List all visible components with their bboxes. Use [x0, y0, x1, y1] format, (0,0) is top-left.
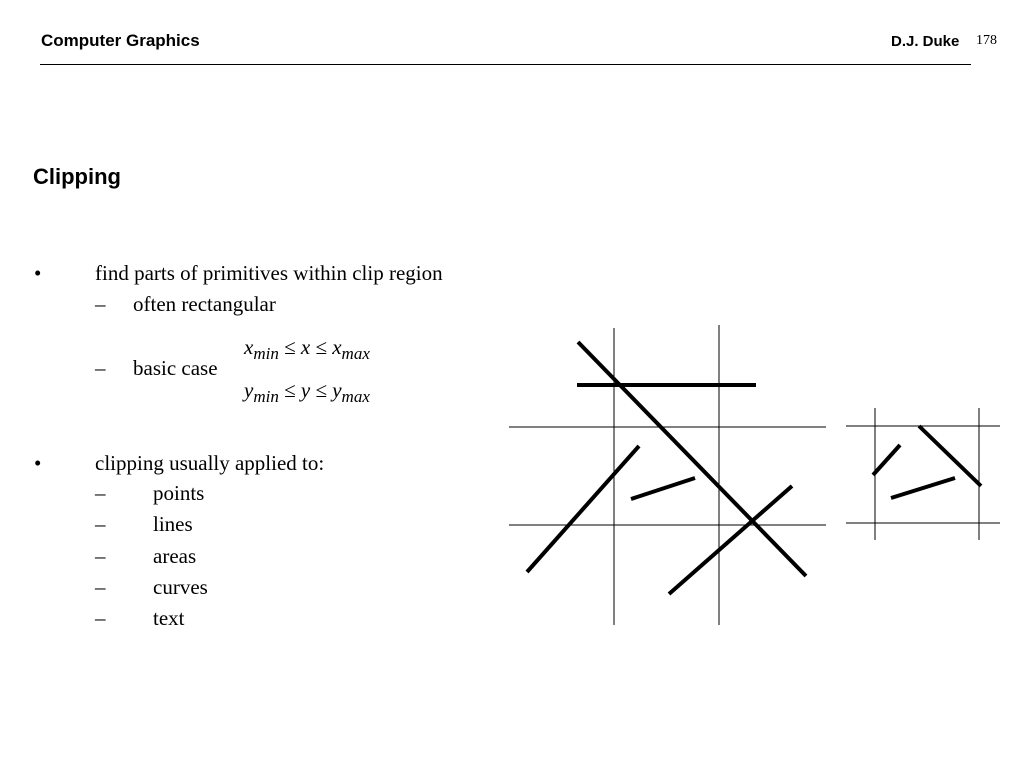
bullet-text-2: clipping usually applied to: — [95, 451, 325, 475]
after-clipping-figure — [846, 408, 1000, 540]
subitem-areas: areas — [153, 544, 197, 568]
segment-long-diagonal — [578, 342, 806, 576]
slide-title: Clipping — [33, 164, 121, 189]
page-number: 178 — [976, 33, 997, 48]
subitem-dash: – — [95, 292, 106, 316]
formula-y-range: $y_{min} \le y \le y_{max}$ — [244, 378, 370, 406]
clipped-inside — [891, 478, 955, 498]
subitem-dash: – — [95, 544, 106, 568]
subitem-dash: – — [95, 512, 106, 536]
clipped-diagonal — [919, 426, 981, 486]
subitem-dash: – — [95, 606, 106, 630]
header-author: D.J. Duke — [891, 33, 960, 50]
subitem-text: text — [153, 606, 185, 630]
bullet-marker-1: • — [34, 261, 42, 285]
clipped-partial-left — [873, 445, 900, 475]
bullet-marker-2: • — [34, 451, 42, 475]
segment-partial-left — [527, 446, 639, 572]
subitem-often-rectangular: often rectangular — [133, 292, 276, 316]
subitem-curves: curves — [153, 575, 208, 599]
formula-x-range: $x_{min} \le x \le x_{max}$ — [244, 335, 370, 363]
header-title: Computer Graphics — [41, 31, 200, 50]
subitem-basic-case: basic case — [133, 356, 218, 380]
subitem-points: points — [153, 481, 205, 505]
subitem-dash: – — [95, 575, 106, 599]
bullet-text-1: find parts of primitives within clip region — [95, 261, 443, 285]
subitem-dash: – — [95, 481, 106, 505]
subitem-lines: lines — [153, 512, 193, 536]
before-clipping-figure — [509, 325, 826, 625]
subitem-dash: – — [95, 356, 106, 380]
segment-inside — [631, 478, 695, 499]
